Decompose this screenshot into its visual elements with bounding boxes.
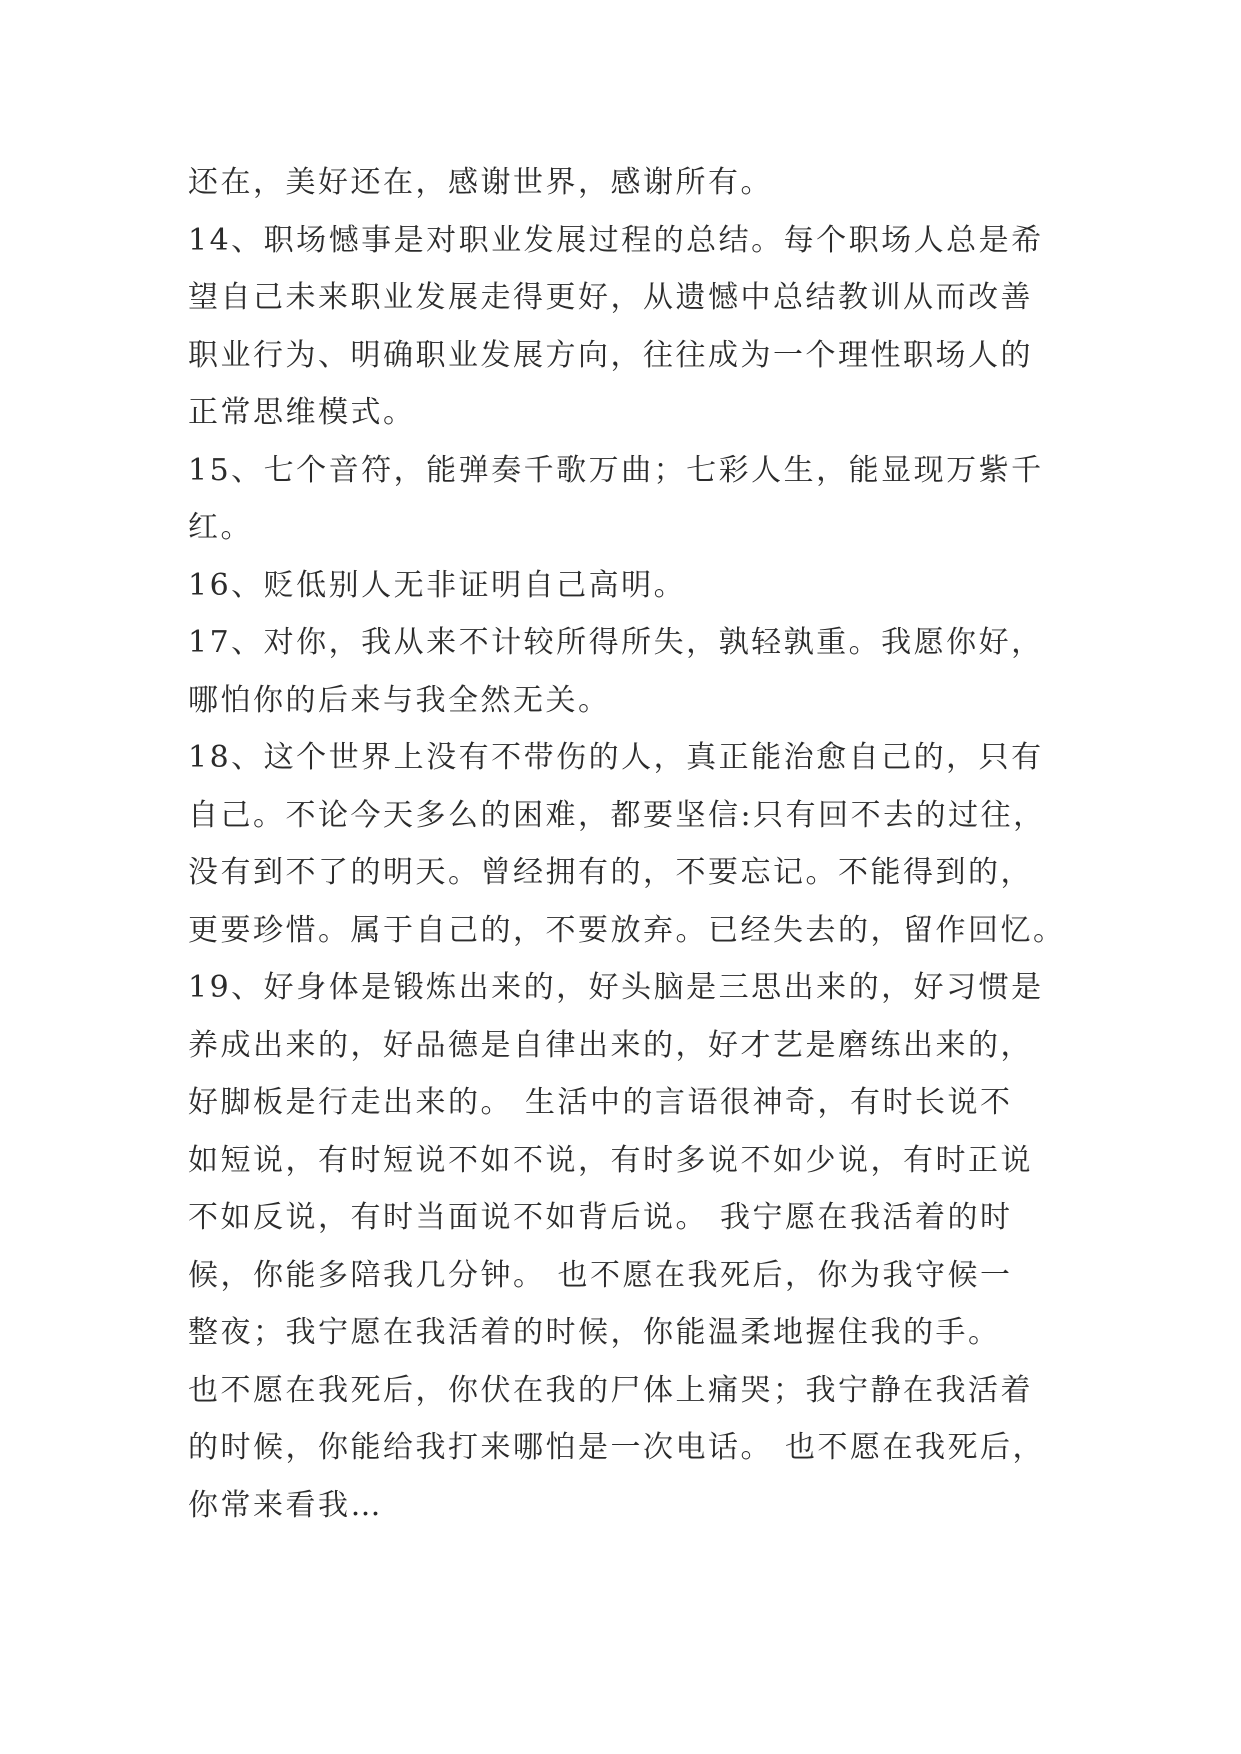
text-line: 职业行为、明确职业发展方向，往往成为一个理性职场人的 (188, 337, 1033, 373)
text-line: 16、贬低别人无非证明自己高明。 (188, 567, 687, 603)
text-line: 哪怕你的后来与我全然无关。 (188, 682, 611, 718)
text-line: 的时候，你能给我打来哪怕是一次电话。 也不愿在我死后， (188, 1430, 1046, 1465)
text-line: 19、好身体是锻炼出来的，好头脑是三思出来的，好习惯是 (188, 970, 1044, 1005)
text-line: 如短说，有时短说不如不说，有时多说不如少说，有时正说 (188, 1142, 1033, 1178)
text-line: 候，你能多陪我几分钟。 也不愿在我死后，你为我守候一 (188, 1257, 1013, 1293)
text-line: 养成出来的，好品德是自律出来的，好才艺是磨练出来的， (188, 1027, 1033, 1063)
text-line: 整夜；我宁愿在我活着的时候，你能温柔地握住我的手。 (188, 1315, 1001, 1350)
text-line: 望自己未来职业发展走得更好，从遗憾中总结教训从而改善 (188, 280, 1033, 315)
text-line: 你常来看我… (188, 1487, 383, 1523)
text-line: 自己。不论今天多么的困难，都要坚信:只有回不去的过往， (188, 797, 1046, 833)
text-line: 15、七个音符，能弹奏千歌万曲；七彩人生，能显现万紫千 (188, 452, 1044, 488)
text-line: 正常思维模式。 (188, 395, 416, 430)
text-line: 更要珍惜。属于自己的，不要放弃。已经失去的，留作回忆。 (188, 912, 1066, 948)
text-line: 不如反说，有时当面说不如背后说。 我宁愿在我活着的时 (188, 1200, 1013, 1235)
text-line: 18、这个世界上没有不带伤的人，真正能治愈自己的，只有 (188, 740, 1044, 775)
text-line: 还在，美好还在，感谢世界，感谢所有。 (188, 165, 773, 200)
text-line: 17、对你，我从来不计较所得所失，孰轻孰重。我愿你好， (188, 625, 1044, 660)
text-line: 也不愿在我死后，你伏在我的尸体上痛哭；我宁静在我活着 (188, 1372, 1033, 1408)
text-line: 14、职场憾事是对职业发展过程的总结。每个职场人总是希 (188, 222, 1044, 258)
text-line: 红。 (188, 510, 253, 545)
text-line: 没有到不了的明天。曾经拥有的，不要忘记。不能得到的， (188, 855, 1033, 890)
text-line: 好脚板是行走出来的。 生活中的言语很神奇，有时长说不 (188, 1085, 1013, 1120)
document-body (188, 154, 1068, 1534)
